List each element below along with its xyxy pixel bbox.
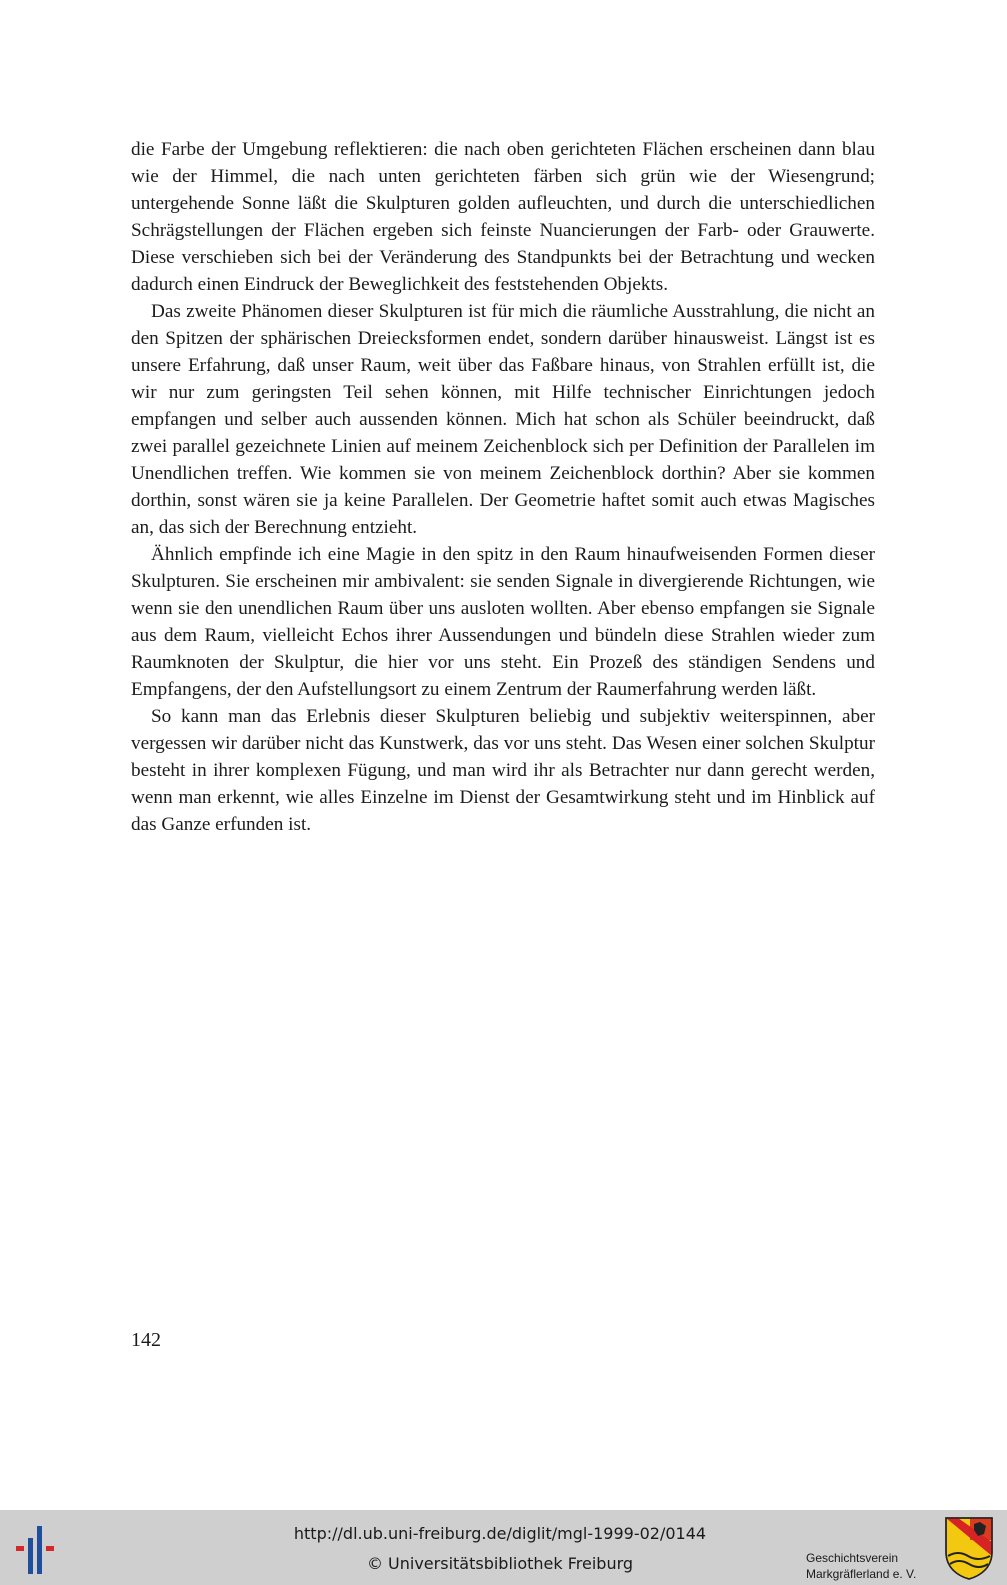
permalink-url[interactable]: http://dl.ub.uni-freiburg.de/diglit/mgl-1999-02/0144 [293, 1524, 707, 1543]
paragraph-2: Das zweite Phänomen dieser Skulpturen ist für mich die räumliche Ausstrahlung, die nicht an den Spitzen der sphärischen Dreiecksformen endet, sondern darüber hinausweist. Längst ist es unsere Erfahrung, daß unser Raum, weit über das Faßbare hinaus, von Strahlen erfüllt ist, die wir nur zum geringsten Teil sehen können, mit Hilfe technischer Einrichtungen jedoch empfangen und selber auch aussenden können. Mich hat schon als Schüler beeindruckt, daß zwei parallel gezeichnete Linien auf meinem Zeichenblock sich per Definition der Parallelen im Unendlichen treffen. Wie kommen sie von meinem Zeichenblock dorthin? Aber sie kommen dorthin, sonst wären sie ja keine Parallelen. Der Geometrie haftet somit auch etwas Magisches an, das sich der Berechnung entzieht. [131, 301, 875, 538]
paragraph-4: So kann man das Erlebnis dieser Skulpturen beliebig und subjektiv weiterspinnen, aber vergessen wir darüber nicht das Kunstwerk, das vor uns steht. Das Wesen einer solchen Skulptur besteht in ihrer komplexen Fügung, und man wird ihr als Betrachter nur dann gerecht werden, wenn man erkennt, wie alles Einzelne im Dienst der Gesamtwirkung steht und im Hinblick auf das Ganze erfunden ist. [131, 706, 875, 835]
society-name-line2: Markgräflerland e. V. [806, 1567, 917, 1581]
markgraeflerland-crest-icon [944, 1516, 994, 1580]
society-name-line1: Geschichtsverein [806, 1551, 899, 1565]
page-number: 142 [131, 1329, 161, 1351]
paragraph-1: die Farbe der Umgebung reflektieren: die nach oben gerichteten Flächen erscheinen dann blau wie der Himmel, die nach unten gerichteten färben sich grün wie der Wiesengrund; untergehende Sonne läßt die Skulpturen golden aufleuchten, und durch die unterschiedlichen Schrägstellungen der Flächen ergeben sich feinste Nuancierungen der Farb- oder Grauwerte. Diese verschieben sich bei der Veränderung des Standpunkts bei der Betrachtung und wecken dadurch einen Eindruck der Beweglichkeit des feststehenden Objekts. [131, 139, 875, 295]
viewer-footer [0, 1510, 1007, 1585]
society-name [806, 1550, 916, 1582]
body-text [131, 136, 875, 838]
paragraph-3: Ähnlich empfinde ich eine Magie in den spitz in den Raum hinaufweisenden Formen dieser Skulpturen. Sie erscheinen mir ambivalent: sie senden Signale in divergierende Richtungen, wie wenn sie den unendlichen Raum über uns ausloten wollten. Aber ebenso empfangen sie Signale aus dem Raum, vielleicht Echos ihrer Aussendungen und bündeln diese Strahlen wieder zum Raumknoten der Skulptur, die hier vor uns steht. Ein Prozeß des ständigen Sendens und Empfangens, der den Aufstellungsort zu einem Zentrum der Raumerfahrung werden läßt. [131, 544, 875, 700]
copyright-text: © Universitätsbibliothek Freiburg [366, 1554, 634, 1573]
ub-freiburg-logo-icon [14, 1524, 66, 1576]
